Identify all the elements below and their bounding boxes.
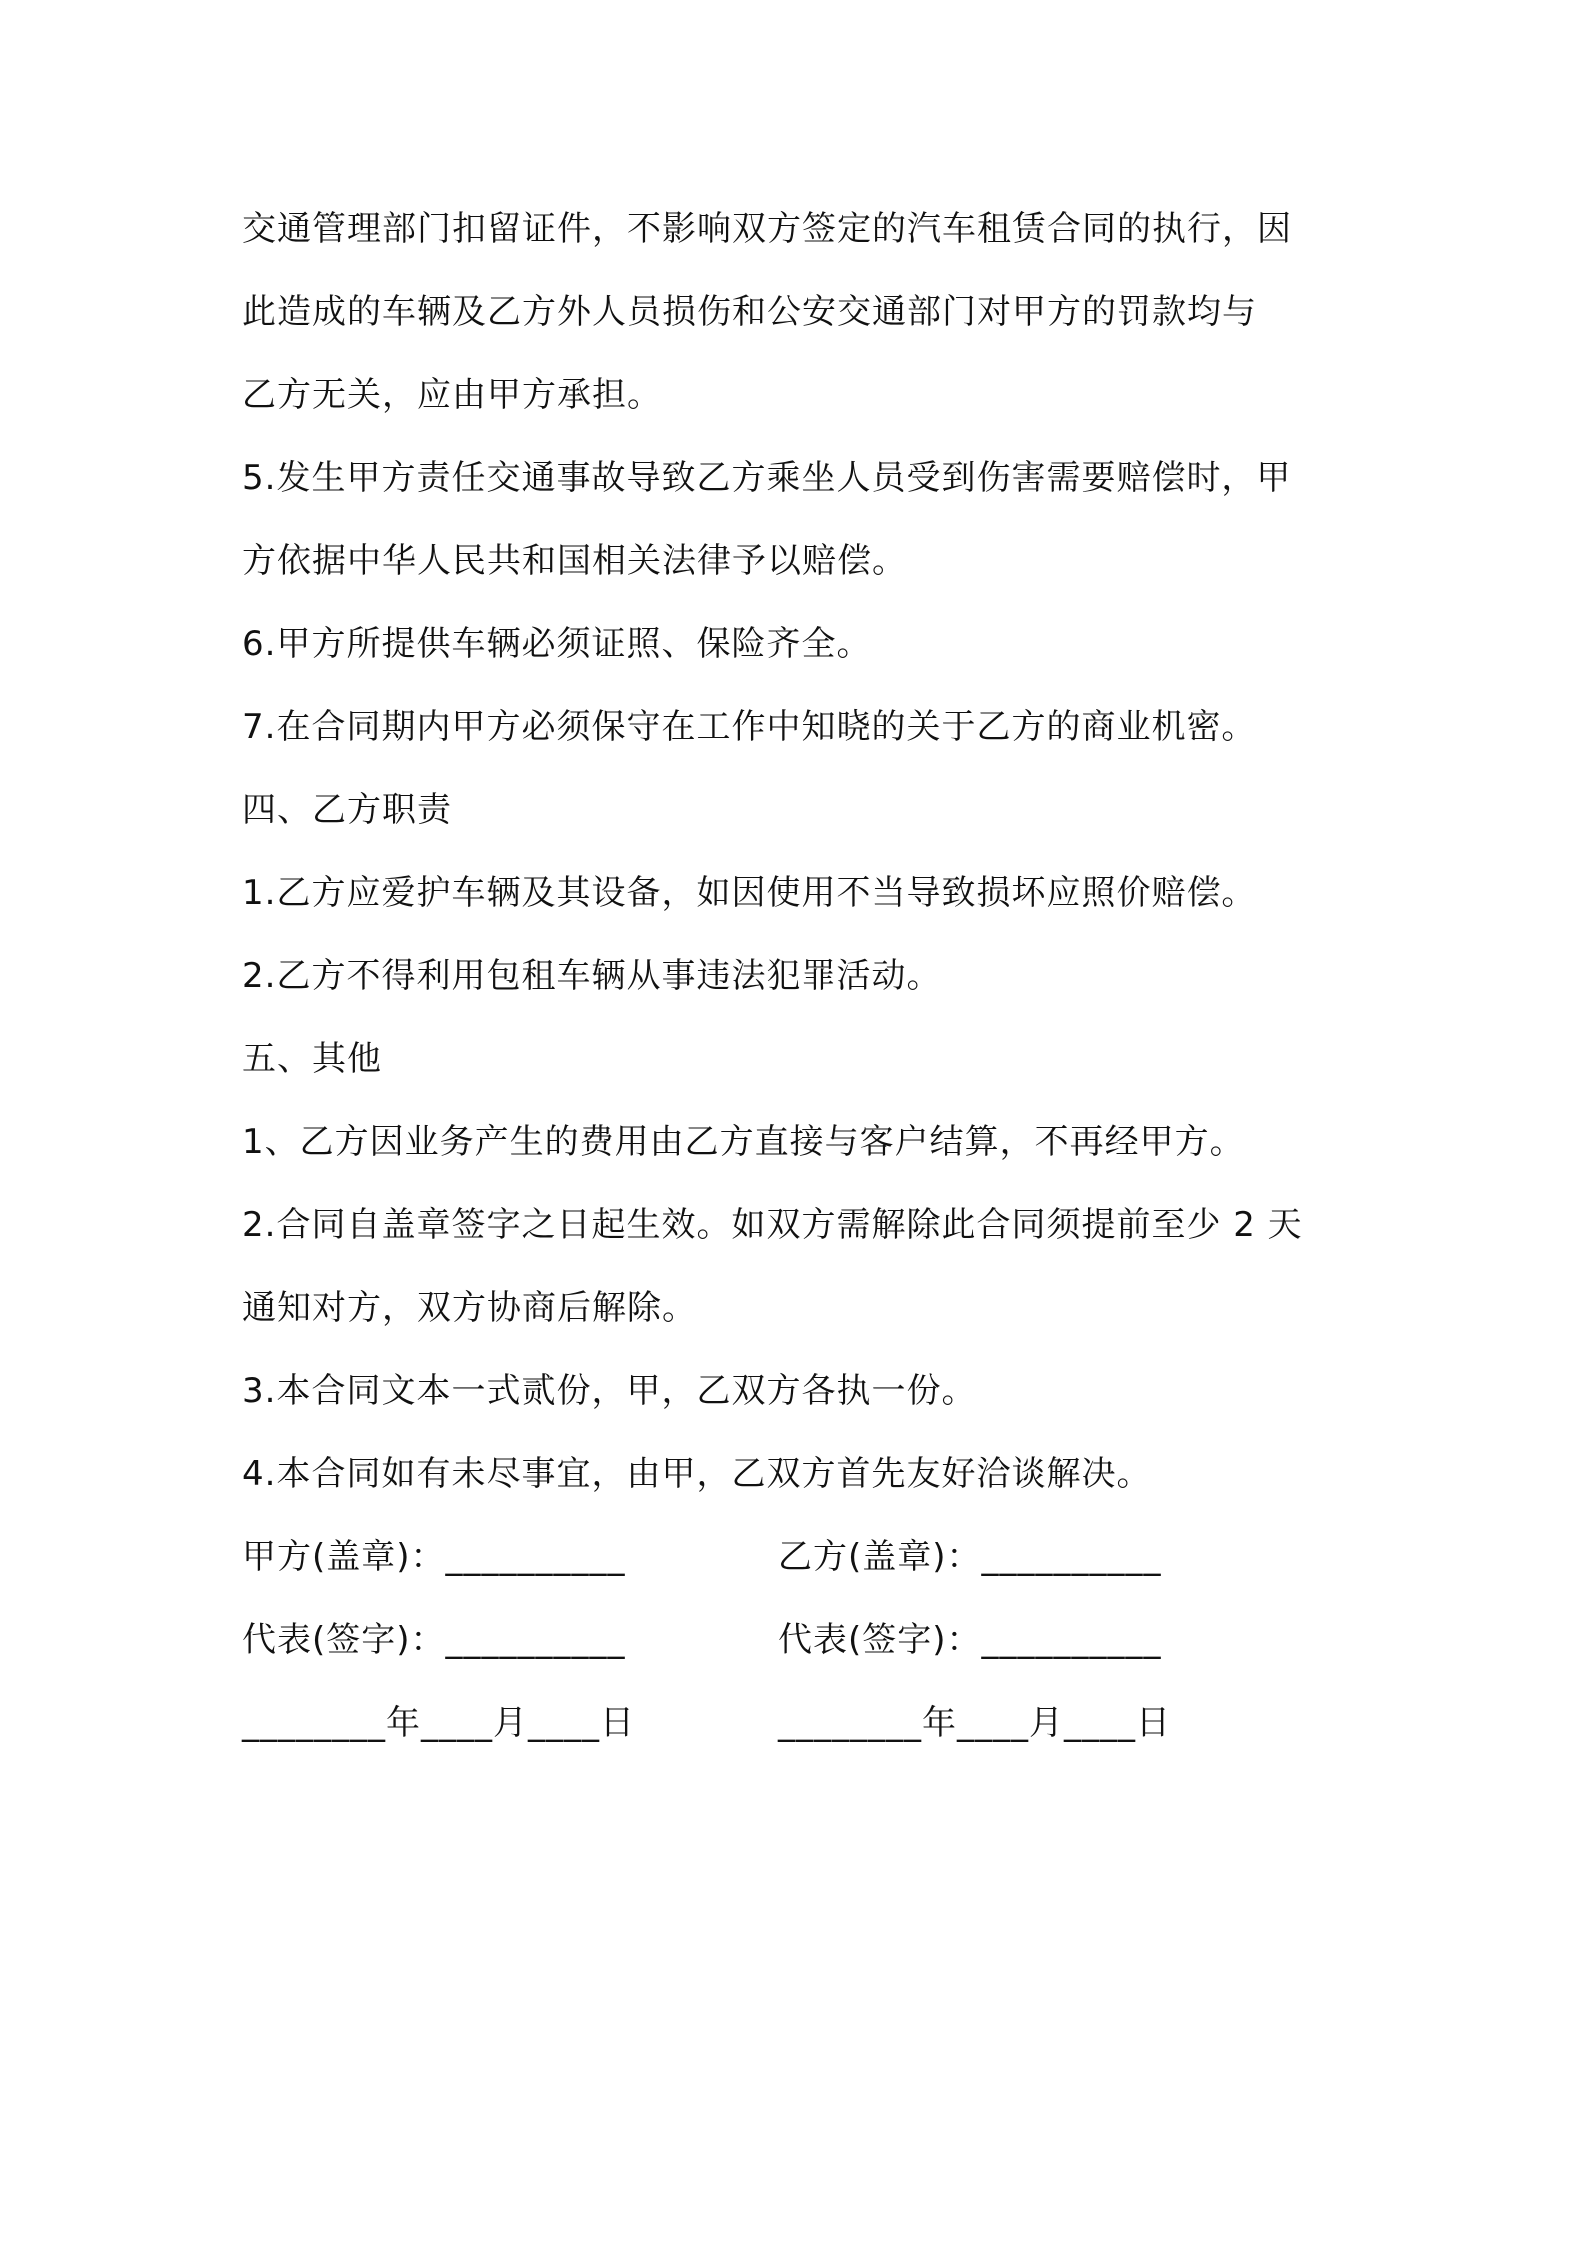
clause-other-4: 4.本合同如有未尽事宜，由甲，乙双方首先友好洽谈解决。 [242,1454,1152,1494]
party-a-seal-field: 甲方(盖章)：__________ [242,1537,626,1577]
clause-other-1: 1、乙方因业务产生的费用由乙方直接与客户结算，不再经甲方。 [242,1122,1245,1162]
clause-7: 7.在合同期内甲方必须保守在工作中知晓的关于乙方的商业机密。 [242,707,1257,747]
clause-other-2: 2.合同自盖章签字之日起生效。如双方需解除此合同须提前至少 2 天 [242,1205,1303,1245]
party-a-representative-field: 代表(签字)：__________ [242,1620,626,1660]
clause-5: 5.发生甲方责任交通事故导致乙方乘坐人员受到伤害需要赔偿时，甲 [242,458,1292,498]
clause-b-1: 1.乙方应爱护车辆及其设备，如因使用不当导致损坏应照价赔偿。 [242,873,1257,913]
paragraph-line: 方依据中华人民共和国相关法律予以赔偿。 [242,541,907,581]
party-a-date-field: ________年____月____日 [242,1703,635,1743]
paragraph-line: 通知对方，双方协商后解除。 [242,1288,697,1328]
paragraph-line: 乙方无关，应由甲方承担。 [242,375,662,415]
clause-other-3: 3.本合同文本一式贰份，甲，乙双方各执一份。 [242,1371,977,1411]
section-heading-other: 五、其他 [242,1039,382,1079]
party-b-date-field: ________年____月____日 [778,1703,1171,1743]
clause-b-2: 2.乙方不得利用包租车辆从事违法犯罪活动。 [242,956,942,996]
party-b-seal-field: 乙方(盖章)：__________ [778,1537,1162,1577]
paragraph-line: 此造成的车辆及乙方外人员损伤和公安交通部门对甲方的罚款均与 [242,292,1257,332]
party-b-representative-field: 代表(签字)：__________ [778,1620,1162,1660]
clause-6: 6.甲方所提供车辆必须证照、保险齐全。 [242,624,872,664]
section-heading-party-b-duties: 四、乙方职责 [242,790,452,830]
paragraph-line: 交通管理部门扣留证件，不影响双方签定的汽车租赁合同的执行，因 [242,209,1292,249]
